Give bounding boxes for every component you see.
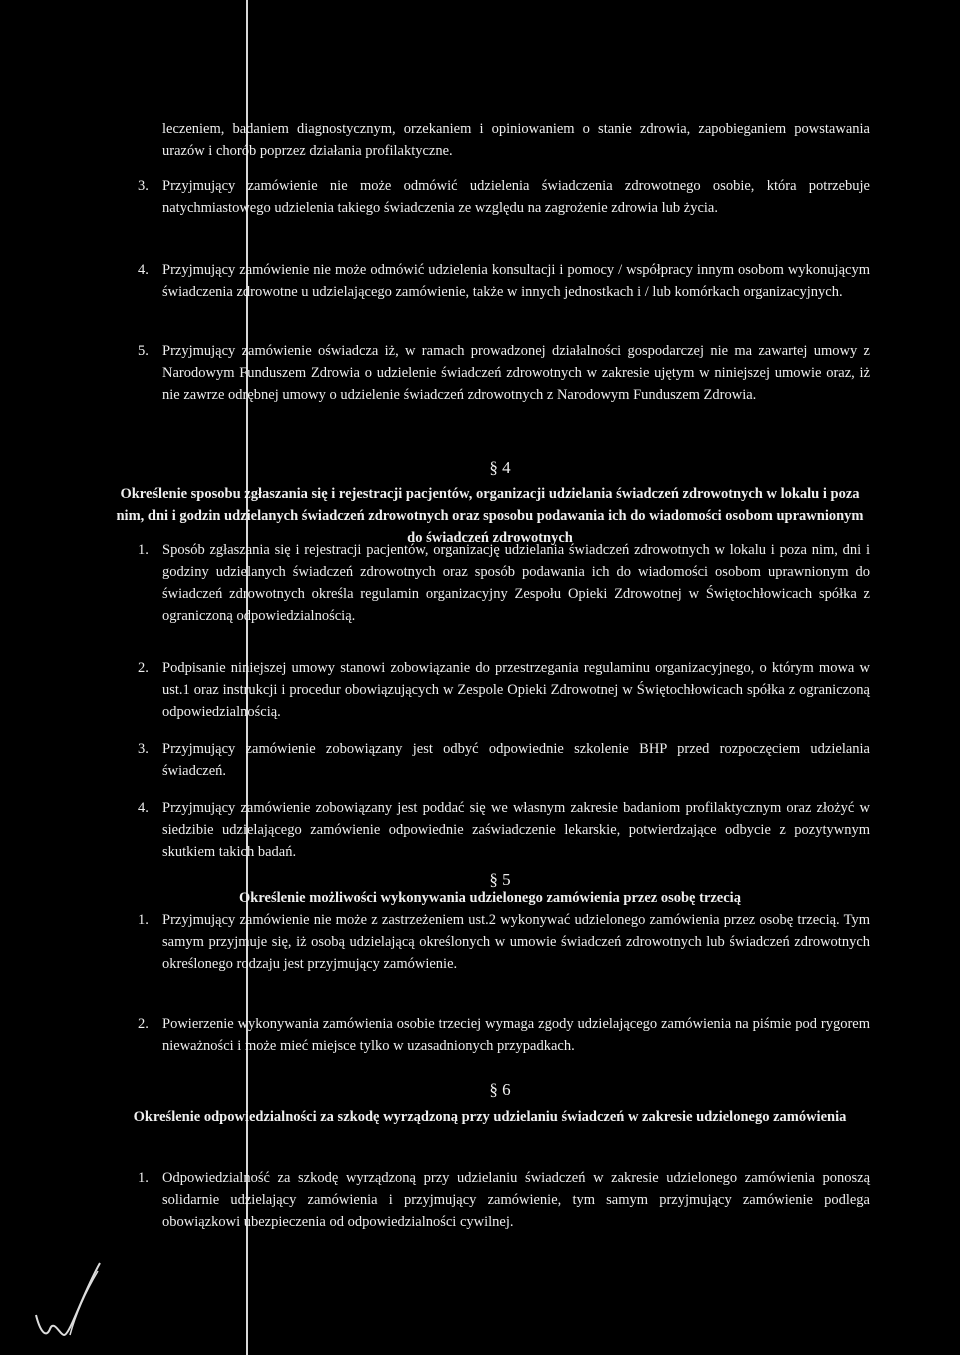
list-item-text: Przyjmujący zamówienie nie może z zastrzeżeniem ust.2 wykonywać udzielonego zamówienia przez osobę trzecią. Tym samym przyjmuje się, iż osobą udzielającą określonych w umowie świadczeń zdrowotnych lub świadczeń zdrowotnych określonego rodzaju jest przyjmujący zamówienie. xyxy=(162,912,870,972)
item-number: 4. xyxy=(138,800,149,816)
section-mark-6: § 6 xyxy=(489,1080,511,1099)
list-item-text: Sposób zgłaszania się i rejestracji pacjentów, organizację udzielania świadczeń zdrowotnych w lokalu i poza nim, dni i godziny udzielanych świadczeń zdrowotnych oraz sposób podawania ich do wiadomości osobom uprawnionym do świadczeń zdrowotnych określa regulamin organizacyjny Zespołu Opieki Zdrowotnej w Świętochłowicach spółka z ograniczoną odpowiedzialnością. xyxy=(162,542,870,624)
list-item-text: Przyjmujący zamówienie oświadcza iż, w ramach prowadzonej działalności gospodarczej nie ma zawartej umowy z Narodowym Funduszem Zdrowia o udzielenie świadczeń zdrowotnych w zakresie ujętym w niniejszej umowie oraz, iż nie zawrze odrębnej umowy o udzielenie świadczeń zdrowotnych z Narodowym Funduszem Zdrowia. xyxy=(162,343,870,403)
item-number: 1. xyxy=(138,1170,149,1186)
section-4-title: Określenie sposobu zgłaszania się i rejestracji pacjentów, organizacji udzielania świadczeń zdrowotnych w lokalu i poza nim, dni i godzin udzielanych świadczeń zdrowotnych oraz sposobu podawania ich do wiadomości osobom uprawnionym do świadczeń zdrowotnych xyxy=(116,486,864,546)
item-number: 1. xyxy=(138,912,149,928)
item-number: 2. xyxy=(138,1016,149,1032)
item-number: 3. xyxy=(138,741,149,757)
signature-scribble xyxy=(30,1255,120,1345)
section-mark-5: § 5 xyxy=(489,870,511,889)
list-item-text: Przyjmujący zamówienie nie może odmówić udzielenia świadczenia zdrowotnego osobie, która potrzebuje natychmiastowego udzielenia takiego świadczenia ze względu na zagrożenie zdrowia lub życia. xyxy=(162,178,870,216)
paragraph-continuation: leczeniem, badaniem diagnostycznym, orzekaniem i opiniowaniem o stanie zdrowia, zapobieganiem powstawania urazów i chorób poprzez działania profilaktyczne. xyxy=(162,121,870,159)
list-item-text: Podpisanie niniejszej umowy stanowi zobowiązanie do przestrzegania regulaminu organizacyjnego, o którym mowa w ust.1 oraz instrukcji i procedur obowiązujących w Zespole Opieki Zdrowotnej w Świętochłowicach spółka z ograniczoną odpowiedzialnością. xyxy=(162,660,870,720)
section-6-title: Określenie odpowiedzialności za szkodę wyrządzoną przy udzielaniu świadczeń w zakresie udzielonego zamówienia xyxy=(133,1109,847,1125)
item-number: 4. xyxy=(138,262,149,278)
section-mark-4: § 4 xyxy=(489,458,511,477)
item-number: 3. xyxy=(138,178,149,194)
list-item-text: Powierzenie wykonywania zamówienia osobie trzeciej wymaga zgody udzielającego zamówienia na piśmie pod rygorem nieważności i może mieć miejsce tylko w uzasadnionych przypadkach. xyxy=(162,1016,870,1054)
section-5-title: Określenie możliwości wykonywania udzielonego zamówienia przez osobę trzecią xyxy=(239,890,741,906)
list-item-text: Przyjmujący zamówienie zobowiązany jest poddać się we własnym zakresie badaniom profilaktycznym oraz złożyć w siedzibie udzielającego zamówienie odpowiednie zaświadczenie lekarskie, potwierdzające odbycie z pozytywnym skutkiem takich badań. xyxy=(162,800,870,860)
item-number: 5. xyxy=(138,343,149,359)
list-item-text: Odpowiedzialność za szkodę wyrządzoną przy udzielaniu świadczeń w zakresie udzielonego zamówienia ponoszą solidarnie udzielający zamówienia i przyjmujący zamówienie, tym samym przyjmujący zamówienie podlega obowiązkowi ubezpieczenia od odpowiedzialności cywilnej. xyxy=(162,1170,870,1230)
list-item-text: Przyjmujący zamówienie nie może odmówić udzielenia konsultacji i pomocy / współpracy innym osobom wykonującym świadczenia zdrowotne u udzielającego zamówienie, także w innych jednostkach i / lub komórkach organizacyjnych. xyxy=(162,262,870,300)
item-number: 1. xyxy=(138,542,149,558)
item-number: 2. xyxy=(138,660,149,676)
list-item-text: Przyjmujący zamówienie zobowiązany jest odbyć odpowiednie szkolenie BHP przed rozpoczęciem udzielania świadczeń. xyxy=(162,741,870,779)
